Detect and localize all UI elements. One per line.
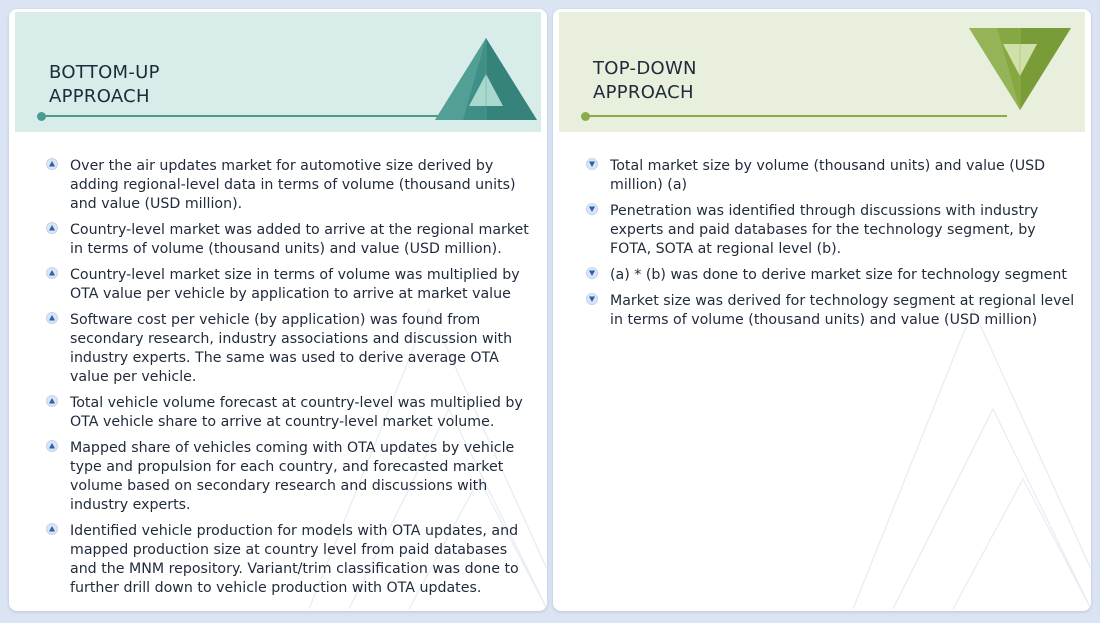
list-item: Mapped share of vehicles coming with OTA updates by vehicle type and propulsion for each country, and forecasted market volume based on secondary research and discussions with industry experts. (46, 439, 536, 515)
triangle-down-icon (967, 26, 1073, 112)
top-down-header (559, 12, 1085, 132)
list-item: Over the air updates market for automotive size derived by adding regional-level data in terms of volume (thousand units) and value (USD million). (46, 157, 536, 214)
arrow-up-bullet-icon (46, 440, 58, 452)
bottom-up-list (46, 157, 536, 605)
arrow-up-bullet-icon (46, 222, 58, 234)
arrow-down-bullet-icon (586, 158, 598, 170)
list-item: (a) * (b) was done to derive market size for technology segment (586, 266, 1081, 285)
arrow-up-bullet-icon (46, 312, 58, 324)
arrow-down-bullet-icon (586, 267, 598, 279)
arrow-up-bullet-icon (46, 395, 58, 407)
top-down-list (586, 157, 1081, 337)
bottom-up-title: BOTTOM-UP APPROACH (49, 62, 160, 107)
triangle-up-icon (433, 36, 539, 122)
bottom-up-panel (9, 9, 547, 611)
top-down-title: TOP-DOWN APPROACH (593, 58, 697, 103)
list-item: Country-level market was added to arrive at the regional market in terms of volume (thousand units) and value (USD million). (46, 221, 536, 259)
list-item: Penetration was identified through discussions with industry experts and paid databases for the technology segment, by FOTA, SOTA at regional level (b). (586, 202, 1081, 259)
list-item: Market size was derived for technology segment at regional level in terms of volume (thousand units) and value (USD million) (586, 292, 1081, 330)
title-underline (43, 115, 463, 117)
arrow-down-bullet-icon (586, 293, 598, 305)
arrow-down-bullet-icon (586, 203, 598, 215)
list-item: Total vehicle volume forecast at country-level was multiplied by OTA vehicle share to arrive at country-level market volume. (46, 394, 536, 432)
bottom-up-header (15, 12, 541, 132)
arrow-up-bullet-icon (46, 158, 58, 170)
title-underline (587, 115, 1007, 117)
arrow-up-bullet-icon (46, 523, 58, 535)
list-item: Country-level market size in terms of volume was multiplied by OTA value per vehicle by application to arrive at market value (46, 266, 536, 304)
list-item: Total market size by volume (thousand units) and value (USD million) (a) (586, 157, 1081, 195)
list-item: Software cost per vehicle (by application) was found from secondary research, industry associations and discussion with industry experts. The same was used to derive average OTA value per vehicle. (46, 311, 536, 387)
top-down-panel (553, 9, 1091, 611)
arrow-up-bullet-icon (46, 267, 58, 279)
list-item: Identified vehicle production for models with OTA updates, and mapped production size at country level from paid databases and the MNM repository. Variant/trim classification was done to further drill down to vehicle production with OTA updates. (46, 522, 536, 598)
